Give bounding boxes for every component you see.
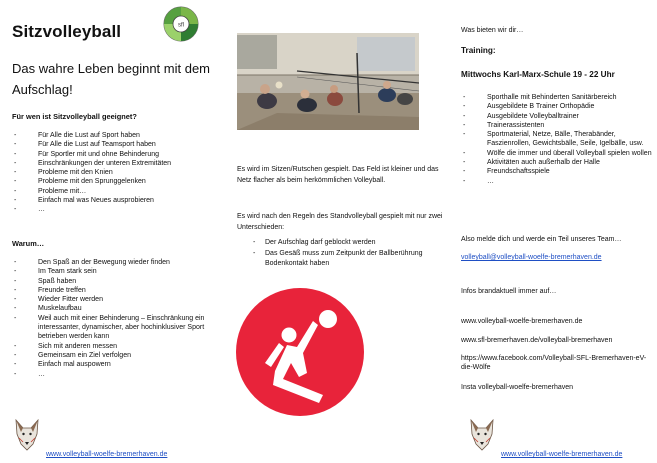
team-photo xyxy=(237,33,419,130)
website-club-link[interactable]: www.volleyball-woelfe-bremerhaven.de xyxy=(461,318,583,325)
left-column xyxy=(0,0,218,463)
rule-differences-list xyxy=(237,238,437,270)
game-description: Es wird im Sitzen/Rutschen gespielt. Das Feld ist kleiner und das Netz flacher als beim herkömmlichen Volleyball. xyxy=(237,166,439,184)
list-item: - Ausgebildete Volleyballtrainer xyxy=(461,112,657,121)
list-item: - Für Sportler mit und ohne Behinderung xyxy=(12,150,217,159)
list-item: - Der Aufschlag darf geblockt werden xyxy=(237,238,437,249)
sfl-club-logo xyxy=(163,6,199,42)
list-item: - Für Alle die Lust auf Sport haben xyxy=(12,131,217,140)
footer-website-link[interactable]: www.volleyball-woelfe-bremerhaven.de xyxy=(46,451,168,458)
target-group-heading: Für wen ist Sitzvolleyball geeignet? xyxy=(12,112,137,121)
info-text: Infos brandaktuell immer auf… xyxy=(461,288,557,295)
list-item: - Sporthalle mit Behinderten Sanitärbereich xyxy=(461,93,657,102)
list-item: - Aktivitäten auch außerhalb der Halle xyxy=(461,158,657,167)
list-item: - Wölfe die immer und überall Volleyball spielen wollen xyxy=(461,149,657,158)
website-sfl-link[interactable]: www.sfl-bremerhaven.de/volleyball-bremerhaven xyxy=(461,337,613,344)
list-item: - Spaß haben xyxy=(12,277,217,286)
list-item: - Probleme mit den Knien xyxy=(12,168,217,177)
join-text: Also melde dich und werde ein Teil unseres Team… xyxy=(461,236,622,243)
offer-intro: Was bieten wir dir… xyxy=(461,27,524,34)
list-item: - Gemeinsam ein Ziel verfolgen xyxy=(12,351,217,360)
tagline: Das wahre Leben beginnt mit dem Aufschlag! xyxy=(12,61,211,97)
list-item: - Einfach mal auspowern xyxy=(12,360,217,369)
list-item: - Wieder Fitter werden xyxy=(12,295,217,304)
training-label: Training: xyxy=(461,46,496,55)
wolf-mascot-icon xyxy=(468,418,496,452)
list-item: - Für Alle die Lust auf Teamsport haben xyxy=(12,140,217,149)
list-item: - … xyxy=(461,177,657,186)
sitting-volleyball-pictogram xyxy=(235,287,365,417)
flyer-title: Sitzvolleyball xyxy=(12,22,122,41)
list-item: - Sich mit anderen messen xyxy=(12,342,217,351)
wolf-mascot-icon xyxy=(13,418,41,452)
list-item: - Den Spaß an der Bewegung wieder finden xyxy=(12,258,217,267)
list-item: - Sportmaterial, Netze, Bälle, Therabänder, Faszienrollen, Gewichtsbälle, Seile, Igelbälle, usw. xyxy=(461,130,657,149)
list-item: - … xyxy=(12,370,217,379)
reasons-list xyxy=(12,258,217,379)
list-item: - … xyxy=(12,205,217,214)
list-item: - Muskelaufbau xyxy=(12,304,217,313)
list-item: - Weil auch mit einer Behinderung – Einschränkung ein interessanter, dynamischer, aber hochinklusiver Sport betrieben werden kann xyxy=(12,314,217,342)
list-item: - Freunde treffen xyxy=(12,286,217,295)
list-item: - Im Team stark sein xyxy=(12,267,217,276)
target-group-list xyxy=(12,131,217,215)
rules-intro: Es wird nach den Regeln des Standvolleyball gespielt mit nur zwei Unterschieden: xyxy=(237,213,443,231)
training-time: Mittwochs Karl-Marx-Schule 19 - 22 Uhr xyxy=(461,70,615,79)
list-item: - Probleme mit… xyxy=(12,187,217,196)
right-column xyxy=(452,0,657,463)
reasons-heading: Warum… xyxy=(12,239,45,248)
list-item: - Einfach mal was Neues ausprobieren xyxy=(12,196,217,205)
facebook-link[interactable]: https://www.facebook.com/Volleyball-SFL-Bremerhaven-eV-die-Wölfe xyxy=(461,355,647,371)
svg-text:sfl: sfl xyxy=(178,22,184,29)
offer-list xyxy=(461,93,657,186)
instagram-handle: Insta volleyball-woelfe-bremerhaven xyxy=(461,384,574,391)
contact-email-link[interactable]: volleyball@volleyball-woelfe-bremerhaven.de xyxy=(461,254,602,261)
middle-column xyxy=(228,0,443,463)
list-item: - Ausgebildete B Trainer Orthopädie xyxy=(461,102,657,111)
footer-website-link[interactable]: www.volleyball-woelfe-bremerhaven.de xyxy=(501,451,623,458)
list-item: - Trainerassistenten xyxy=(461,121,657,130)
list-item: - Einschränkungen der unteren Extremitäten xyxy=(12,159,217,168)
list-item: - Freundschaftsspiele xyxy=(461,167,657,176)
list-item: - Probleme mit den Sprunggelenken xyxy=(12,177,217,186)
list-item: - Das Gesäß muss zum Zeitpunkt der Ballberührung Bodenkontakt haben xyxy=(237,249,437,270)
